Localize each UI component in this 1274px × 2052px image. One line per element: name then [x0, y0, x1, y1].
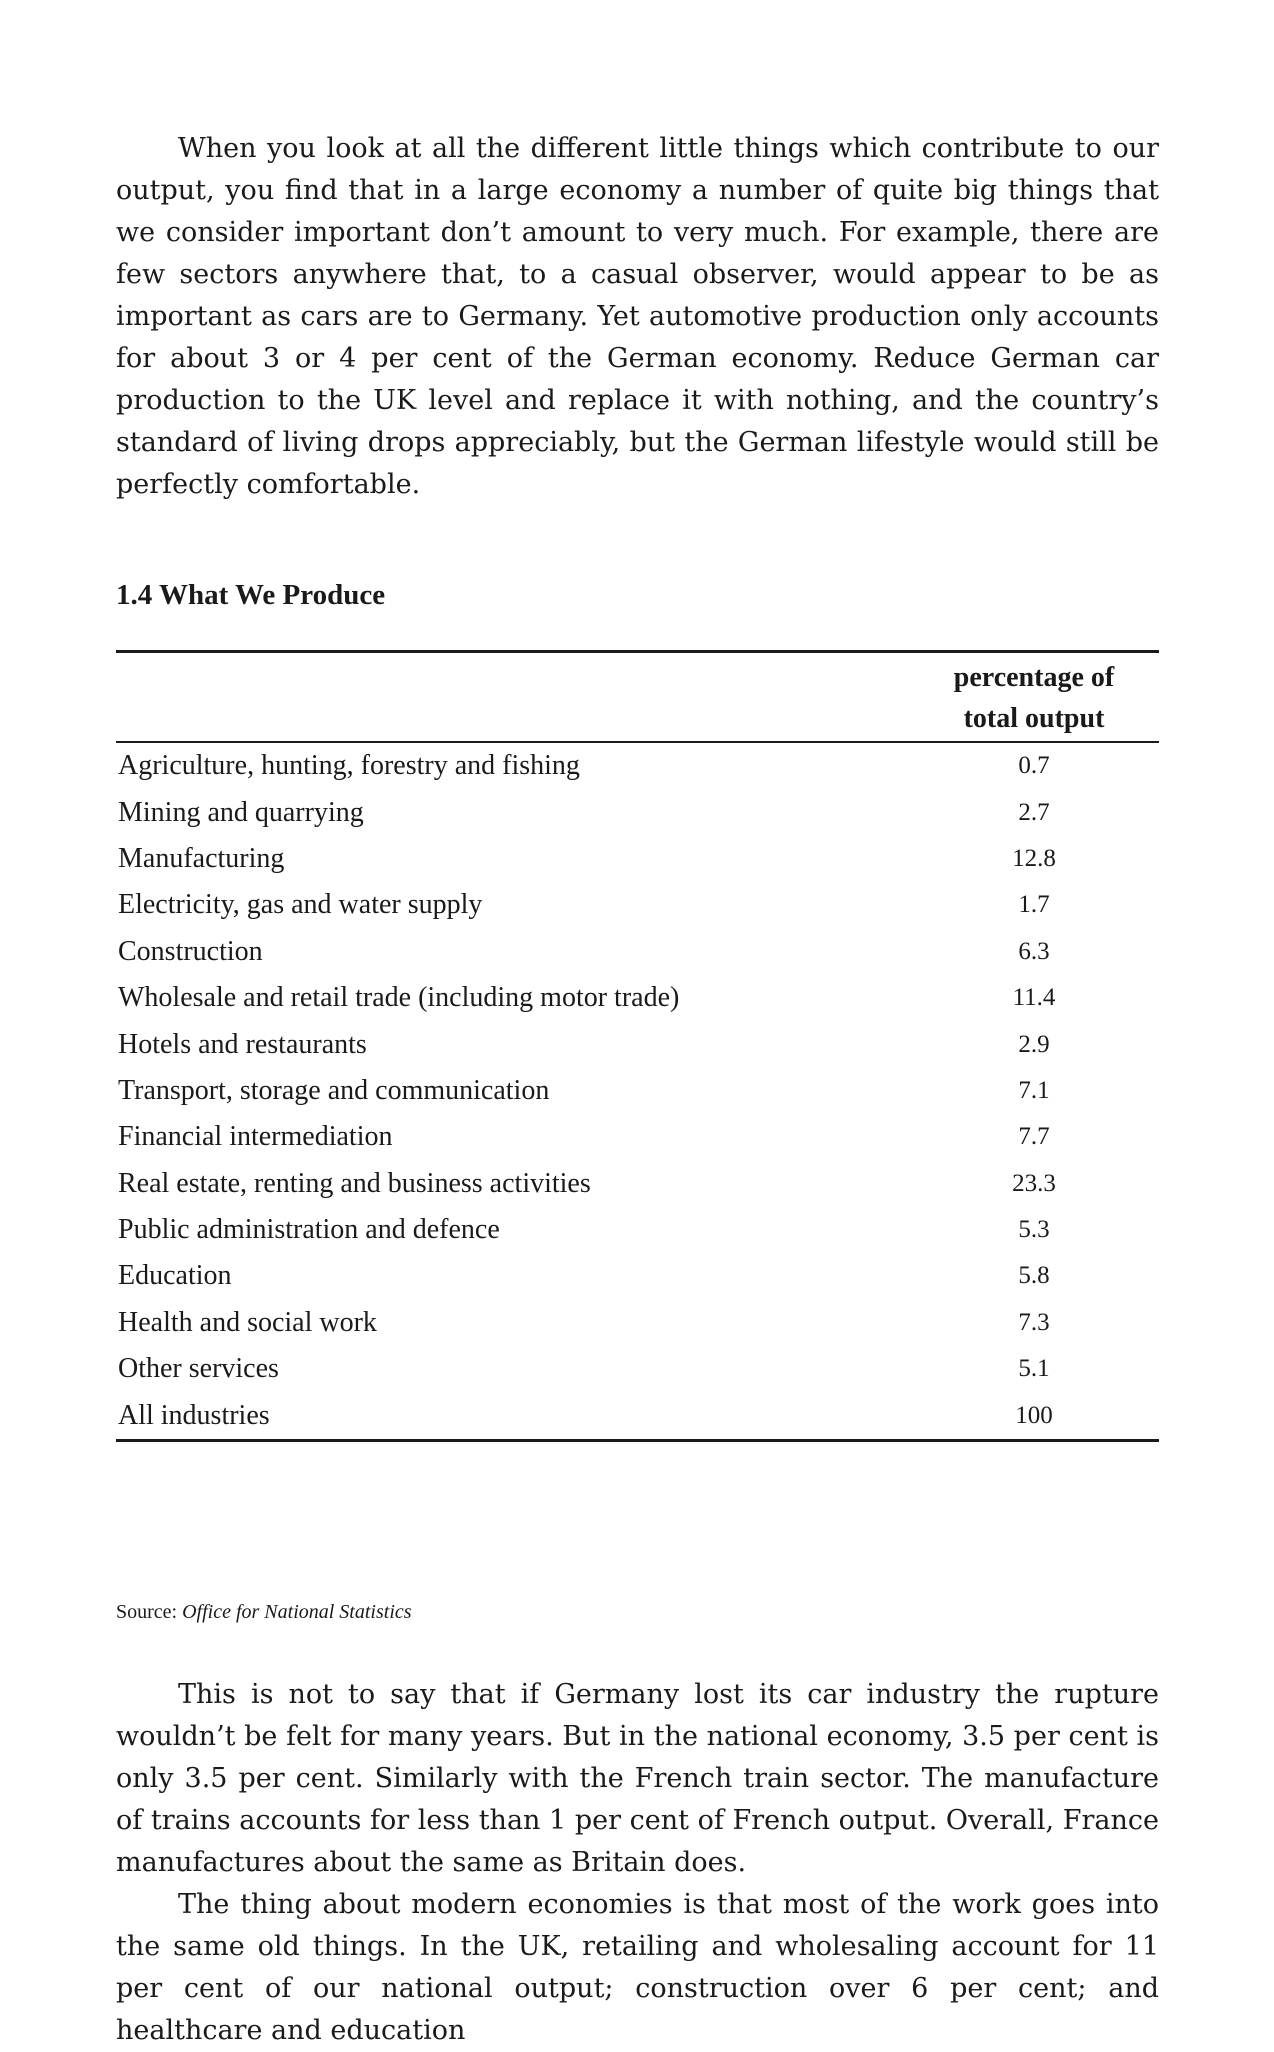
row-value: 7.3 [1018, 1308, 1050, 1336]
row-label: Electricity, gas and water supply [118, 889, 483, 921]
intro-paragraph: When you look at all the different little things which contribute to our output, you find that in a large economy a number of quite big things that we consider important don’t amount to very much. For example, there are few sectors anywhere that, to a casual observer, would appear to be as important as cars are to Germany. Yet automotive production only accounts for about 3 or 4 per cent of the German economy. Reduce German car production to the UK level and replace it with nothing, and the country’s standard of living drops appreciably, but the German lifestyle would still be perfectly comfortable. [116, 133, 1159, 500]
row-value: 6.3 [1018, 937, 1050, 965]
table-source [116, 1601, 412, 1624]
row-value: 7.1 [1018, 1076, 1050, 1104]
section-title: 1.4 What We Produce [116, 579, 386, 611]
table-row [116, 1253, 1159, 1299]
table-row [116, 882, 1159, 928]
table-header-label [116, 652, 909, 743]
table-row [116, 975, 1159, 1021]
bottom-text [116, 1674, 1159, 2052]
table-row-total [116, 1392, 1159, 1440]
header-line-2: total output [963, 703, 1105, 734]
row-value: 100 [909, 1392, 1159, 1440]
table-row [116, 1207, 1159, 1253]
table-row [116, 1114, 1159, 1160]
table-header-value [909, 652, 1159, 743]
table-row [116, 1161, 1159, 1207]
row-label: Manufacturing [118, 842, 285, 874]
row-value: 23.3 [1012, 1169, 1056, 1197]
header-line-1: percentage of [953, 662, 1115, 693]
row-label: Transport, storage and communication [118, 1074, 550, 1106]
paragraph-2: This is not to say that if Germany lost its car industry the rupture wouldn’t be felt for many years. But in the national economy, 3.5 per cent is only 3.5 per cent. Similarly with the French train sector. The manufacture of trains accounts for less than 1 per cent of French output. Overall, France manufactures about the same as Britain does. [116, 1679, 1159, 1878]
row-label: Wholesale and retail trade (including motor trade) [118, 982, 680, 1014]
row-value: 7.7 [1018, 1123, 1050, 1151]
source-label: Source: [116, 1601, 178, 1623]
page [116, 128, 1159, 2046]
row-label: Health and social work [118, 1306, 377, 1338]
table-row [116, 1346, 1159, 1392]
table-row [116, 789, 1159, 835]
table-row [116, 742, 1159, 789]
row-value: 1.7 [1018, 891, 1050, 919]
row-value: 5.1 [1018, 1355, 1050, 1383]
row-label: Other services [118, 1353, 279, 1385]
row-label: Education [118, 1260, 232, 1292]
table-row [116, 1068, 1159, 1114]
row-label: Public administration and defence [118, 1214, 500, 1246]
row-label: Mining and quarrying [118, 796, 364, 828]
row-value: 12.8 [1012, 844, 1056, 872]
row-label: Agriculture, hunting, forestry and fishing [118, 750, 580, 782]
row-label: Financial intermediation [118, 1121, 393, 1153]
row-label: All industries [116, 1392, 909, 1440]
row-value: 2.9 [1018, 1030, 1050, 1058]
paragraph-3: The thing about modern economies is that most of the work goes into the same old things. In the UK, retailing and wholesaling account for 11 per cent of our national output; construction over 6 per cent; and healthcare and education [116, 1889, 1159, 2046]
table-header-row [116, 652, 1159, 743]
output-table [116, 650, 1159, 1442]
row-label: Hotels and restaurants [118, 1028, 367, 1060]
row-value: 0.7 [1018, 752, 1050, 780]
table-row [116, 929, 1159, 975]
table-row [116, 1021, 1159, 1067]
row-value: 11.4 [1012, 984, 1056, 1012]
row-label: Construction [118, 935, 263, 967]
source-name: Office for National Statistics [182, 1601, 412, 1623]
row-value: 2.7 [1018, 798, 1050, 826]
row-label: Real estate, renting and business activities [118, 1167, 591, 1199]
table-row [116, 1300, 1159, 1346]
row-value: 5.3 [1018, 1216, 1050, 1244]
row-value: 5.8 [1018, 1262, 1050, 1290]
table-row [116, 836, 1159, 882]
